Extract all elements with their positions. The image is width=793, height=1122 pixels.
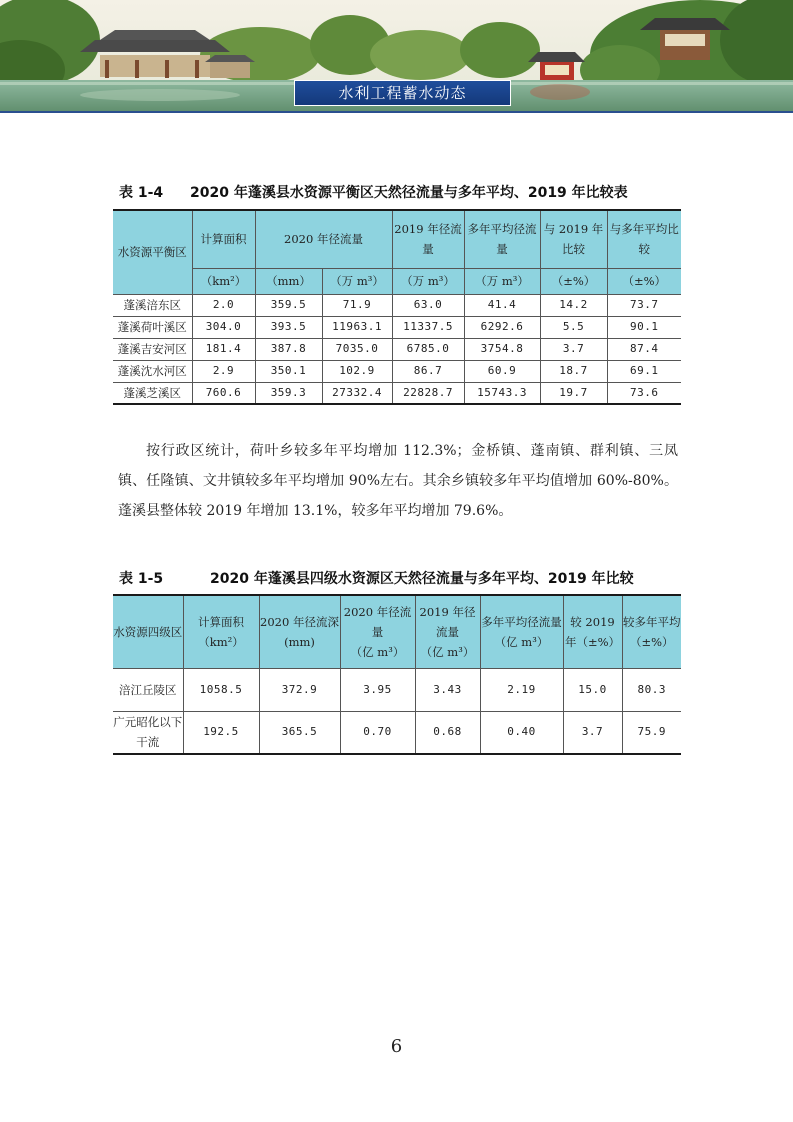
t1-header-area: 计算面积 xyxy=(192,210,255,268)
table-cell: 387.8 xyxy=(255,338,322,360)
banner-title: 水利工程蓄水动态 xyxy=(294,80,511,106)
table-cell: 0.70 xyxy=(340,711,415,754)
t1-unit-vol2020: （万 m³） xyxy=(322,268,392,294)
table-row xyxy=(113,294,681,316)
table-cell: 11337.5 xyxy=(392,316,464,338)
table-cell: 3.43 xyxy=(415,668,480,711)
t2-header-area: 计算面积 （km²） xyxy=(183,595,259,668)
t1-header-runoff2020: 2020 年径流量 xyxy=(255,210,392,268)
t2-header-avg: 多年平均径流量 （亿 m³） xyxy=(480,595,563,668)
table-cell: 365.5 xyxy=(259,711,340,754)
table-cell: 760.6 xyxy=(192,382,255,404)
table-cell: 73.7 xyxy=(607,294,681,316)
table-cell: 41.4 xyxy=(464,294,540,316)
t1-header-runoff2019: 2019 年径流量 xyxy=(392,210,464,268)
table2-caption xyxy=(113,568,680,590)
table-cell: 350.1 xyxy=(255,360,322,382)
table-cell: 19.7 xyxy=(540,382,607,404)
table-cell: 5.5 xyxy=(540,316,607,338)
table-row xyxy=(113,360,681,382)
table-cell: 73.6 xyxy=(607,382,681,404)
table-cell: 60.9 xyxy=(464,360,540,382)
table2 xyxy=(113,594,681,755)
t2-header-region: 水资源四级区 xyxy=(113,595,183,668)
paragraph-text: 按行政区统计，荷叶乡较多年平均增加 112.3%；金桥镇、蓬南镇、群利镇、三凤镇、任隆镇、文井镇较多年平均增加 90%左右。其余乡镇较多年平均值增加 60%-80%。蓬溪县整体较 2019 年增加 13.1%，较多年平均增加 79.6%。 xyxy=(118,443,678,519)
table-cell: 3.95 xyxy=(340,668,415,711)
row-label: 蓬溪吉安河区 xyxy=(113,338,192,360)
row-label: 广元昭化以下干流 xyxy=(113,711,183,754)
t2-header-cmpavg: 较多年平均（±%） xyxy=(622,595,681,668)
t2-header-flow2020: 2020 年径流量 （亿 m³） xyxy=(340,595,415,668)
t1-unit-depth: （mm） xyxy=(255,268,322,294)
row-label: 涪江丘陵区 xyxy=(113,668,183,711)
banner-divider xyxy=(0,111,793,113)
t1-header-region: 水资源平衡区 xyxy=(113,210,192,294)
t1-header-cmpavg: 与多年平均比较 xyxy=(607,210,681,268)
table-cell: 80.3 xyxy=(622,668,681,711)
table-cell: 15743.3 xyxy=(464,382,540,404)
table-cell: 6292.6 xyxy=(464,316,540,338)
t1-unit-area: （km²） xyxy=(192,268,255,294)
t2-header-flow2019: 2019 年径流量 （亿 m³） xyxy=(415,595,480,668)
body-paragraph xyxy=(118,436,678,526)
table-cell: 15.0 xyxy=(563,668,622,711)
table-cell: 0.68 xyxy=(415,711,480,754)
table-cell: 304.0 xyxy=(192,316,255,338)
t1-unit-vol2019: （万 m³） xyxy=(392,268,464,294)
table-cell: 14.2 xyxy=(540,294,607,316)
page-number: 6 xyxy=(390,1036,403,1057)
table-cell: 372.9 xyxy=(259,668,340,711)
table-row xyxy=(113,338,681,360)
t1-unit-volavg: （万 m³） xyxy=(464,268,540,294)
table-cell: 359.3 xyxy=(255,382,322,404)
table-cell: 27332.4 xyxy=(322,382,392,404)
table2-number: 表 1-5 xyxy=(119,571,164,587)
table-row xyxy=(113,316,681,338)
t1-unit-pct2019: （±%） xyxy=(540,268,607,294)
table-cell: 63.0 xyxy=(392,294,464,316)
table-cell: 87.4 xyxy=(607,338,681,360)
table-cell: 359.5 xyxy=(255,294,322,316)
table1-caption xyxy=(113,182,680,204)
table-cell: 192.5 xyxy=(183,711,259,754)
t2-header-depth: 2020 年径流深(mm) xyxy=(259,595,340,668)
table-cell: 86.7 xyxy=(392,360,464,382)
table2-title: 2020 年蓬溪县四级水资源区天然径流量与多年平均、2019 年比较 xyxy=(210,571,634,587)
table1-body xyxy=(113,294,681,404)
table-cell: 3754.8 xyxy=(464,338,540,360)
table-cell: 6785.0 xyxy=(392,338,464,360)
table-cell: 393.5 xyxy=(255,316,322,338)
table1-title: 2020 年蓬溪县水资源平衡区天然径流量与多年平均、2019 年比较表 xyxy=(190,185,628,201)
table1 xyxy=(113,209,681,405)
table-cell: 11963.1 xyxy=(322,316,392,338)
row-label: 蓬溪荷叶溪区 xyxy=(113,316,192,338)
table-cell: 90.1 xyxy=(607,316,681,338)
row-label: 蓬溪涪东区 xyxy=(113,294,192,316)
row-label: 蓬溪芝溪区 xyxy=(113,382,192,404)
table-cell: 2.19 xyxy=(480,668,563,711)
table-row xyxy=(113,382,681,404)
table-cell: 22828.7 xyxy=(392,382,464,404)
table-cell: 2.9 xyxy=(192,360,255,382)
table-cell: 0.40 xyxy=(480,711,563,754)
t1-header-cmp2019: 与 2019 年比较 xyxy=(540,210,607,268)
table1-number: 表 1-4 xyxy=(119,185,164,201)
t2-header-cmp2019: 较 2019 年（±%） xyxy=(563,595,622,668)
table-cell: 7035.0 xyxy=(322,338,392,360)
table-cell: 3.7 xyxy=(563,711,622,754)
table-cell: 3.7 xyxy=(540,338,607,360)
table-cell: 181.4 xyxy=(192,338,255,360)
table-row xyxy=(113,711,681,754)
table-row xyxy=(113,668,681,711)
table-cell: 1058.5 xyxy=(183,668,259,711)
t1-header-avg: 多年平均径流量 xyxy=(464,210,540,268)
table-cell: 69.1 xyxy=(607,360,681,382)
table-cell: 18.7 xyxy=(540,360,607,382)
table-cell: 102.9 xyxy=(322,360,392,382)
t1-unit-pctavg: （±%） xyxy=(607,268,681,294)
table-cell: 2.0 xyxy=(192,294,255,316)
table-cell: 71.9 xyxy=(322,294,392,316)
table2-body xyxy=(113,668,681,754)
header-banner xyxy=(0,0,793,113)
table-cell: 75.9 xyxy=(622,711,681,754)
row-label: 蓬溪沈水河区 xyxy=(113,360,192,382)
